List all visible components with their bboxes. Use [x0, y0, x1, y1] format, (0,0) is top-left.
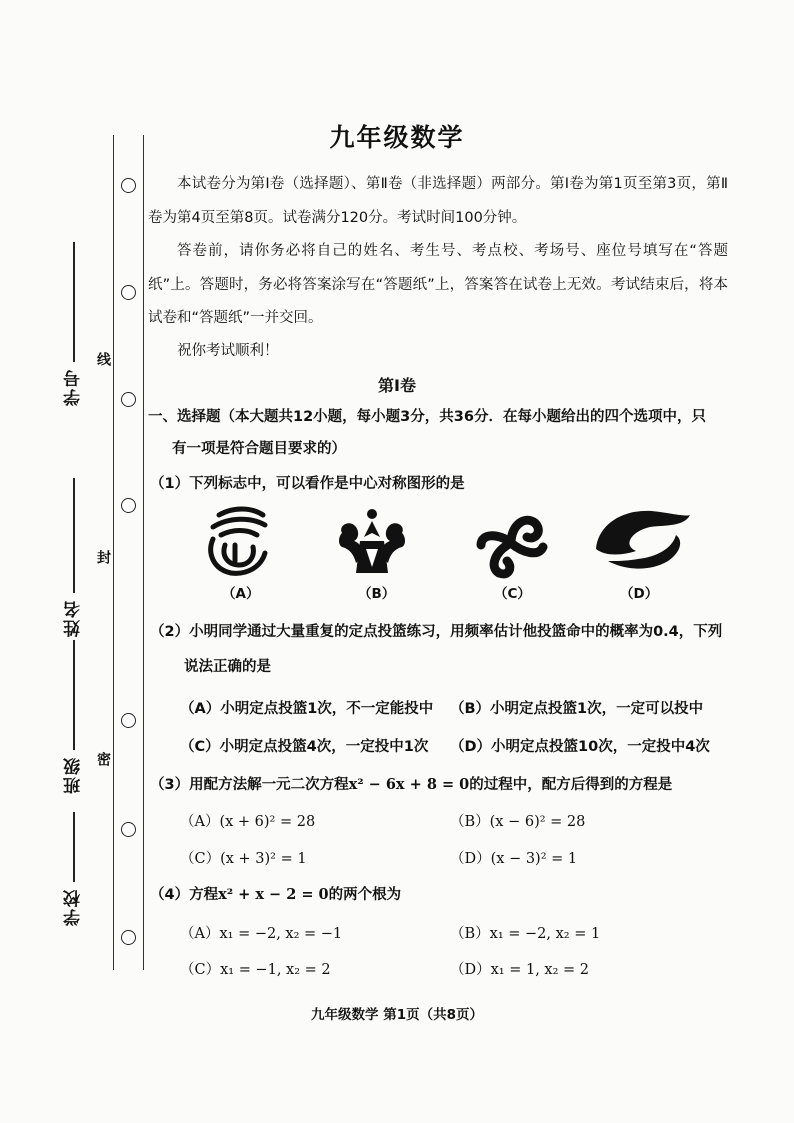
fold-mark-xian: 线	[95, 352, 111, 366]
q4-stem-post: 的两个根为	[328, 887, 402, 903]
intro-paragraph-2: 答卷前，请你务必将自己的姓名、考生号、考点校、考场号、座位号填写在“答题纸”上。答题时，务必将答案涂写在“答题纸”上，答案答在试卷上无效。考试结束后，将本试卷和“答题纸”一并交回。	[148, 243, 728, 326]
hole-icon	[121, 822, 136, 837]
q3-option-d: （D）(x − 3)² = 1	[450, 851, 578, 867]
binding-line-left	[113, 135, 114, 970]
logo-c-icon	[473, 505, 549, 581]
part1-heading-cont: 有一项是符合题目要求的）	[172, 441, 346, 457]
question-1-stem: （1）下列标志中，可以看作是中心对称图形的是	[150, 476, 465, 492]
q3-equation: x² − 6x + 8 = 0	[348, 776, 470, 793]
q2-option-b: （B）小明定点投篮1次，一定可以投中	[450, 701, 704, 717]
binding-line-right	[143, 135, 144, 970]
q2-option-a: （A）小明定点投篮1次，不一定能投中	[180, 701, 434, 717]
logo-a-icon	[203, 505, 275, 581]
q4-option-b: （B）x₁ = −2, x₂ = 1	[450, 926, 601, 942]
intro-paragraph-1: 本试卷分为第Ⅰ卷（选择题）、第Ⅱ卷（非选择题）两部分。第Ⅰ卷为第1页至第3页，第Ⅱ卷为第4页至第8页。试卷满分120分。考试时间100分钟。	[148, 176, 728, 226]
q3-stem-post: 的过程中，配方后得到的方程是	[469, 777, 673, 793]
q4-equation: x² + x − 2 = 0	[218, 886, 329, 903]
q4-stem-pre: （4）方程	[150, 887, 219, 903]
name-field[interactable]	[66, 478, 83, 637]
q4-option-d: （D）x₁ = 1, x₂ = 2	[450, 962, 590, 978]
q3-stem-pre: （3）用配方法解一元二次方程	[150, 777, 349, 793]
logo-b-label: （B）	[358, 586, 396, 602]
logo-b-icon	[336, 505, 408, 581]
q3-option-c: （C）(x + 3)² = 1	[180, 851, 307, 867]
logo-d-icon	[592, 505, 692, 577]
name-label: 姓名	[64, 599, 84, 637]
fold-mark-feng: 封	[95, 550, 111, 564]
section-title: 第Ⅰ卷	[378, 376, 416, 395]
q2-option-d: （D）小明定点投篮10次，一定投中4次	[450, 739, 710, 755]
binding-holes	[121, 0, 137, 1123]
class-field[interactable]	[66, 640, 83, 794]
hole-icon	[121, 285, 136, 300]
school-label: 学校	[64, 888, 84, 926]
student-id-label: 学号	[64, 368, 84, 406]
intro-paragraph-3: 祝你考试顺利！	[177, 343, 279, 359]
question-3-stem	[150, 773, 672, 794]
question-2-stem-cont: 说法正确的是	[184, 659, 271, 675]
question-2-stem: （2）小明同学通过大量重复的定点投篮练习，用频率估计他投篮命中的概率为0.4，下列	[150, 624, 723, 640]
q4-option-c: （C）x₁ = −1, x₂ = 2	[180, 962, 331, 978]
logo-a-label: （A）	[222, 586, 260, 602]
page-title: 九年级数学	[329, 123, 465, 152]
q2-option-c: （C）小明定点投篮4次，一定投中1次	[180, 739, 429, 755]
school-field[interactable]	[66, 812, 83, 926]
q3-option-a: （A）(x + 6)² = 28	[180, 814, 316, 830]
question-4-stem	[150, 883, 401, 904]
logo-d-label: （D）	[620, 586, 659, 602]
q4-option-a: （A）x₁ = −2, x₂ = −1	[180, 926, 343, 942]
page-footer: 九年级数学 第1页（共8页）	[311, 1007, 483, 1023]
class-label: 班级	[64, 756, 84, 794]
q3-option-b: （B）(x − 6)² = 28	[450, 814, 586, 830]
hole-icon	[121, 178, 136, 193]
hole-icon	[121, 713, 136, 728]
logo-c-label: （C）	[494, 586, 531, 602]
hole-icon	[121, 498, 136, 513]
part1-heading: 一、选择题（本大题共12小题，每小题3分，共36分．在每小题给出的四个选项中，只	[148, 409, 706, 425]
fold-mark-mi: 密	[95, 752, 111, 766]
hole-icon	[121, 930, 136, 945]
